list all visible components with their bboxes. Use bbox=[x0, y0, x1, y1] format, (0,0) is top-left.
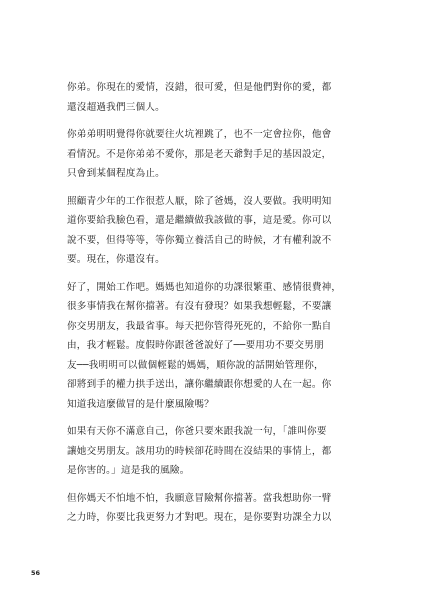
text-line: 要。現在，你還沒有。 bbox=[67, 254, 165, 265]
text-line: 但你媽天不怕地不怕，我願意冒險幫你擋著。當我想助你一臂 bbox=[67, 492, 332, 504]
body-text bbox=[67, 78, 367, 536]
page-number: 56 bbox=[31, 569, 41, 577]
text-line: 是你害的。」這是我的風險。 bbox=[67, 465, 190, 476]
text-line: 照顧青少年的工作很惹人厭，除了爸媽，沒人要做。我明明知 bbox=[67, 195, 332, 207]
text-line: 說不要，但得等等，等你獨立養活自己的時候，才有權利說不 bbox=[67, 234, 332, 246]
text-line: 如果有天你不滿意自己，你爸只要來跟我說一句，「誰叫你要 bbox=[67, 426, 327, 437]
text-line: 道你要給我臉色看，還是繼續做我該做的事，這是愛。你可以 bbox=[67, 215, 332, 226]
paragraph bbox=[67, 78, 367, 117]
text-line: 友──我明明可以做個輕鬆的媽媽，順你說的話開始管理你， bbox=[67, 359, 324, 371]
text-line: 你弟。你現在的愛情，沒錯，很可愛，但是他們對你的愛，都 bbox=[67, 82, 332, 93]
text-line: 你交男朋友，我最省事。每天把你管得死死的，不給你一點自 bbox=[67, 320, 332, 332]
paragraph bbox=[67, 422, 367, 481]
text-line: 之力時，你要比我更努力才對吧。現在，是你要對功課全力以 bbox=[67, 512, 332, 523]
text-line: 你弟弟明明覺得你就要往火坑裡跳了，也不一定會拉你，他會 bbox=[67, 129, 332, 140]
paragraph bbox=[67, 125, 367, 184]
paragraph bbox=[67, 192, 367, 270]
text-line: 只會到某個程度為止。 bbox=[67, 168, 165, 179]
paragraph bbox=[67, 278, 367, 415]
text-line: 讓她交男朋友。該用功的時候卻花時間在沒結果的事情上，都 bbox=[67, 445, 332, 457]
text-line: 知道我這麼做冒的是什麼風險嗎？ bbox=[67, 398, 214, 410]
text-line: 卻將到手的權力拱手送出，讓你繼續跟你想愛的人在一起。你 bbox=[67, 379, 332, 390]
text-line: 還沒超過我們三個人。 bbox=[67, 101, 165, 113]
text-line: 好了，開始工作吧。媽媽也知道你的功課很繁重、感情很費神， bbox=[67, 281, 342, 293]
paragraph bbox=[67, 489, 367, 528]
text-line: 由，我才輕鬆。度假時你跟爸爸說好了──要用功不要交男朋 bbox=[67, 340, 324, 351]
text-line: 看情況。不是你弟弟不愛你，那是老天爺對手足的基因設定， bbox=[67, 148, 332, 160]
text-line: 很多事情我在幫你擋著。有沒有發現？如果我想輕鬆，不要讓 bbox=[67, 301, 332, 312]
